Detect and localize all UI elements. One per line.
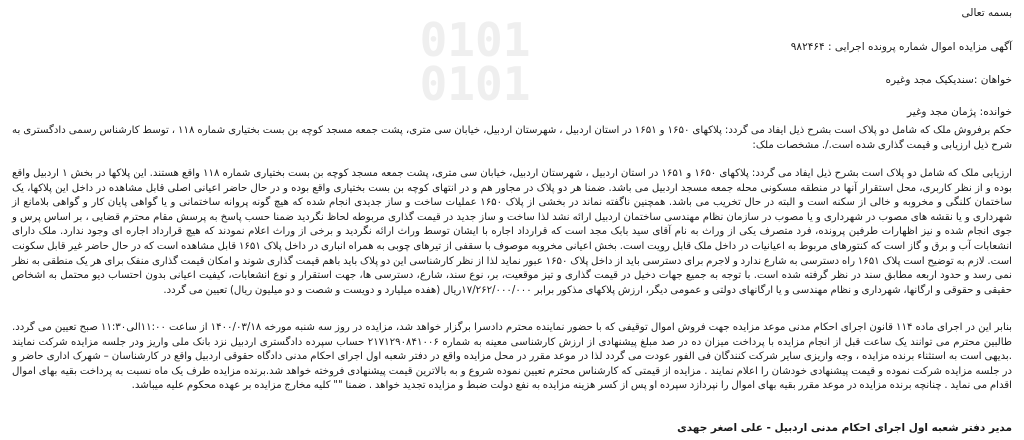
notice-title: آگهی مزایده اموال شماره پرونده اجرایی : ۹۸۲۴۶۴ — [790, 41, 1012, 53]
auction-terms: بنابر این در اجرای ماده ۱۱۴ قانون اجرای احکام مدنی موعد مزایده جهت فروش اموال توقیفی که با حضور نماینده محترم دادسرا برگزار خواهد شد، مزایده در روز سه شنبه مورخه ۱۴۰۰/۰۳/۱۸ از ساعت ۱۱:۰۰الی۱۱:۳۰ صبح تعیین می گردد. طالبین محترم می توانند یک ساعت قبل از انجام مزایده با پرداخت میزان ده در صد مبلغ پیشنهادی از ارزش کارشناسی معینه به شماره ۲۱۷۱۲۹۰۸۴۱۰۰۶ حساب سپرده دادگستری اردبیل نزد بانک ملی واریز ودر جلسه مزایده شرکت نمایند .بدیهی است به استثناء برنده مزایده ، وجه واریزی سایر شرکت کنندگان فی الفور عودت می گردد لذا در موعد مقرر در محل مزایده واقع در دفتر شعبه اول اجرای احکام مدنی دادگاه حقوقی اردبیل واقع در کارشناسان – شهرک اداری حاضر و در جلسه مزایده شرکت نموده و قیمت پیشنهادی خودشان را اعلام نمایند . مزایده از قیمتی که کارشناس محترم تعیین نموده شروع و به بالاترین قیمت پیشنهادی فروخته خواهد شد.برنده مزایده طرف یک ماه نسبت به پرداخت بقیه بهای اموال اقدام می نماید . چنانچه برنده مزایده در موعد مقرر بقیه بهای اموال را نپردازد سپرده او پس از کسر هزینه مزایده به نفع دولت ضبط و مزایده تجدید خواهد . ضمنا "" کلیه مخارج مزایده بر عهده محکوم علیه میباشد. — [12, 322, 1013, 392]
watermark-logo: 0101 0101 — [419, 13, 531, 111]
ruling-summary: حکم برفروش ملک که شامل دو پلاک است بشرح ذیل ایفاد می گردد: پلاکهای ۱۶۵۰ و ۱۶۵۱ در استان اردبیل ، شهرستان اردبیل، خیابان سی متری، پشت جمعه مسجد کوچه بن بست بختیاری شماره ۱۱۸ ، توسط کارشناس رسمی دادگستری به شرح ذیل ارزیابی و قیمت گذاری شده است./. مشخصات ملک: — [12, 125, 1012, 151]
signature-line: مدیر دفتر شعبه اول اجرای احکام مدنی اردبیل - علی اصغر جهدی — [677, 422, 1012, 434]
document-heading: بسمه تعالی — [961, 7, 1012, 19]
plaintiff-line: خواهان :سندیکیک مجد وغیره — [885, 74, 1012, 86]
property-description: ارزیابی ملک که شامل دو پلاک است بشرح ذیل ایفاد می گردد: پلاکهای ۱۶۵۰ و ۱۶۵۱ در استان اردبیل ، شهرستان اردبیل، خیابان سی متری، پشت جمعه مسجد کوچه بن بست بختیاری شماره ۱۱۸ واقع هستند. این پلاکها در بخش ۱ اردبیل واقع بوده و از نظر کاربری، محل استقرار آنها در منطقه مسکونی محله جمعه مسجد اردبیل می باشد. ضمنا هر دو پلاک در مجاور هم و در انتهای کوچه بن بست بختیاری واقع بوده و در حال حاضر اعیانی اصلی قابل مشاهده در داخل این پلاکها، یک ساختمان کلنگی و مخروبه و خالی از سکنه است و البته در حال تخریب می باشد. همچنین ناگفته نماند در بخشی از پلاک ۱۶۵۰ عملیات ساخت و ساز جدیدی انجام شده که هیچ گونه پروانه ساختمانی و یا گواهی پایان کار و گواهی بلامانع از شهرداری و یا نقشه های مصوب در شهرداری و یا مصوب در سازمان نظام مهندسی ساختمان اردبیل ارائه نشد لذا ساخت و ساز جدید در قیمت گذاری مربوطه لحاظ نگردید ضمنا حسب پاسخ به پرسش مقام محترم قضایی ، بر اساس پرس و جوی انجام شده و نیز اظهارات طرفین پرونده، فرد متصرف یکی از وراث به نام آقای سید بابک مجد است که قرارداد اجاره با ایشان توسط وراث ارائه نگردید و برخی از وراث اعلام نمودند که هیچ قرارداد اجاره ای وجود ندارد. ملک دارای انشعابات آب و برق و گاز است که کنتورهای مربوط به اعیانیات در داخل ملک قابل رویت است. بخش اعیانی مخروبه موصوف با سقفی از تیرهای چوبی به همراه انباری در داخل پلاک ۱۶۵۱ قابل مشاهده است که در حال حاضر غیر قابل سکونت است. لازم به توضیح است پلاک ۱۶۵۱ راه دسترسی به شارع ندارد و لاجرم برای دسترسی باید از داخل پلاک ۱۶۵۰ عبور نماید لذا از نظر کارشناسی این دو پلاک باید باهم قیمت گذاری شوند و امکان قیمت گذاری منفک برای هر یک منطقی به نظر نمی رسد و حدود اربعه مطابق سند در نظر گرفته شده است. با توجه به جمیع جهات دخیل در قیمت گذاری و تیز موقعیت، بر، نوع سند، شارع، دسترسی ها، جهت استقرار و نوع انشعابات، کیفیت اعیانی بدون احتساب دیو محتمل به اشخاص حقیقی و حقوقی و ارگانها، شهرداری و نظام مهندسی و یا ارگانهای دولتی و عمومی دیگر، ارزش پلاکهای مذکور برابر ۱۷/۲۶۲/۰۰۰/۰۰۰ریال (هفده میلیارد و دویست و شصت و دو میلیون ریال) تعیین می گردد. — [12, 168, 1013, 296]
defendant-line: خوانده: پژمان مجد وغیر — [906, 106, 1012, 118]
